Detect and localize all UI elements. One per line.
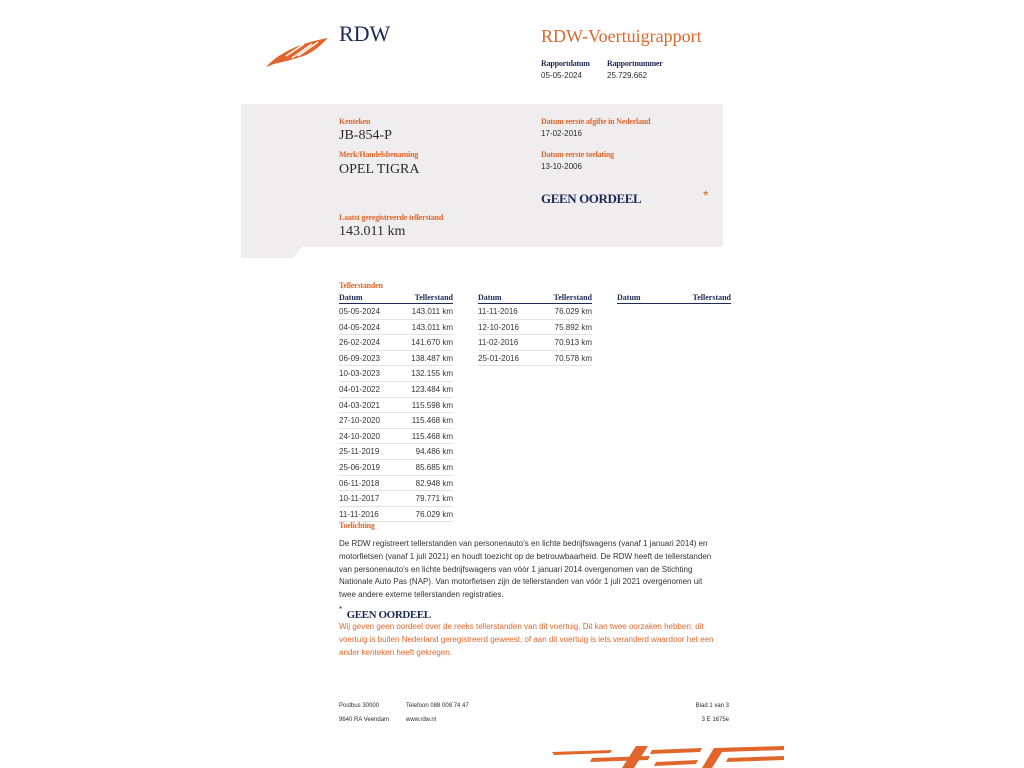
reading-date: 27-10-2020 — [339, 416, 380, 426]
footer-city: 9640 RA Veendam — [339, 717, 390, 723]
reading-value: 70.578 km — [554, 353, 592, 363]
table-body — [478, 304, 592, 366]
report-date-label: Rapportdatum — [541, 59, 590, 68]
table-header — [617, 292, 731, 304]
verdict-explanation — [339, 621, 729, 659]
table-row — [478, 320, 592, 336]
reading-date: 25-06-2019 — [339, 462, 380, 472]
col-date-header: Datum — [478, 293, 502, 302]
reading-date: 11-02-2016 — [478, 338, 519, 348]
table-row — [339, 429, 453, 445]
reading-value: 132.155 km — [411, 369, 453, 379]
plate-label: Kenteken — [339, 117, 371, 126]
table-row — [339, 351, 453, 367]
text-line: voertuig is buiten Nederland geregistreerd geweest, of aan dit voertuig is iets veranderd waardoor het een — [339, 634, 714, 644]
table-row — [339, 320, 453, 336]
first-nl-value: 17-02-2016 — [541, 129, 582, 138]
verdict-heading-asterisk: * — [339, 605, 343, 614]
reading-value: 115.468 km — [411, 416, 453, 426]
explanation-title: Toelichting — [339, 521, 375, 530]
reading-value: 76.029 km — [415, 509, 453, 519]
table-row — [339, 382, 453, 398]
text-line: Wij geven geen oordeel over de reeks tellerstanden van dit voertuig. Dit kan twee oorzaken hebben: dit — [339, 622, 704, 631]
table-row — [478, 351, 592, 367]
table-row — [339, 460, 453, 476]
reading-date: 04-03-2021 — [339, 400, 380, 410]
reading-value: 94.486 km — [415, 447, 453, 457]
text-line: motorfietsen (vanaf 1 juli 2021) en houdt toezicht op de betrouwbaarheid. De RDW heeft de tellerstanden — [339, 551, 712, 561]
reading-date: 06-09-2023 — [339, 353, 380, 363]
col-reading-header: Tellerstand — [553, 293, 592, 302]
table-row — [339, 491, 453, 507]
reading-value: 79.771 km — [415, 494, 453, 504]
table-row — [339, 507, 453, 523]
footer-page: Blad 1 van 3 — [695, 703, 729, 709]
verdict-label: GEEN OORDEEL — [541, 191, 642, 206]
table-header — [339, 292, 453, 304]
reading-value: 115.598 km — [411, 400, 453, 410]
report-number: 25.729.662 — [607, 71, 648, 80]
reading-value: 85.685 km — [415, 462, 453, 472]
reading-value: 76.029 km — [554, 307, 592, 316]
table-row — [478, 335, 592, 351]
reading-date: 06-11-2018 — [339, 478, 380, 488]
reading-date: 04-01-2022 — [339, 384, 380, 394]
reading-date: 10-11-2017 — [339, 494, 380, 504]
verdict-heading-text: GEEN OORDEEL — [346, 609, 431, 621]
reading-value: 115.468 km — [411, 431, 453, 441]
logo-text: RDW — [339, 21, 391, 46]
table-row — [339, 304, 453, 320]
text-line: De RDW registreert tellerstanden van personenauto’s en lichte bedrijfswagens (vanaf 1 januari 2014) en — [339, 539, 708, 548]
table-row — [339, 413, 453, 429]
readings-title: Tellerstanden — [339, 281, 383, 290]
reading-value: 143.011 km — [411, 307, 453, 316]
reading-value: 141.670 km — [411, 338, 453, 348]
reading-value: 70.913 km — [554, 338, 592, 348]
table-row — [339, 335, 453, 351]
first-nl-label: Datum eerste afgifte in Nederland — [541, 117, 651, 126]
rdw-logo-icon — [264, 34, 332, 70]
reading-date: 04-05-2024 — [339, 322, 380, 332]
reading-date: 11-11-2016 — [478, 307, 518, 316]
reading-date: 24-10-2020 — [339, 431, 380, 441]
footer-postbus: Postbus 30000 — [339, 703, 380, 709]
plate-value: JB-854-P — [339, 128, 392, 143]
first-admission-value: 13-10-2006 — [541, 162, 582, 171]
col-date-header: Datum — [339, 293, 363, 302]
reading-value: 138.487 km — [411, 353, 453, 363]
text-line: van personenauto’s en lichte bedrijfswagens van vóór 1 januari 2014 overgenomen van de Stichting — [339, 564, 693, 574]
col-date-header: Datum — [617, 293, 641, 302]
report-date: 05-05-2024 — [541, 71, 582, 80]
table-row — [339, 398, 453, 414]
table-body — [339, 304, 453, 522]
vehicle-panel — [241, 104, 723, 247]
reading-value: 123.484 km — [411, 384, 453, 394]
readings-table-3 — [617, 292, 731, 304]
panel-tab — [241, 246, 303, 258]
reading-date: 11-11-2016 — [339, 509, 379, 519]
text-line: twee andere externe tellerstanden registraties. — [339, 590, 504, 600]
table-row — [478, 304, 592, 320]
verdict-asterisk: * — [703, 187, 709, 203]
reading-date: 25-01-2016 — [478, 353, 519, 363]
footer-stripes-graphic — [552, 744, 784, 768]
footer-phone: Telefoon 088 008 74 47 — [406, 703, 469, 709]
report-number-label: Rapportnummer — [607, 59, 663, 68]
reading-value: 75.892 km — [554, 322, 592, 332]
table-header — [478, 292, 592, 304]
col-reading-header: Tellerstand — [692, 293, 731, 302]
reading-value: 82.948 km — [415, 478, 453, 488]
footer-web[interactable]: www.rdw.nl — [406, 717, 437, 723]
table-row — [339, 476, 453, 492]
odometer-label: Laatst geregistreerde tellerstand — [339, 213, 444, 222]
reading-date: 05-05-2024 — [339, 307, 380, 316]
readings-table-1 — [339, 292, 453, 522]
text-line: Nationale Auto Pas (NAP). Van motorfietsen zijn de tellerstanden van vóór 1 juli 2021 overgenomen uit — [339, 577, 703, 587]
explanation-text — [339, 538, 729, 602]
reading-date: 12-10-2016 — [478, 322, 519, 332]
footer-code: 3 E 1675e — [701, 717, 729, 723]
odometer-value: 143.011 km — [339, 224, 406, 239]
reading-date: 25-11-2019 — [339, 447, 380, 457]
reading-date: 10-03-2023 — [339, 369, 380, 379]
col-reading-header: Tellerstand — [414, 293, 453, 302]
reading-value: 143.011 km — [411, 322, 453, 332]
report-title: RDW-Voertuigrapport — [541, 26, 702, 46]
make-value: OPEL TIGRA — [339, 162, 420, 177]
table-row — [339, 366, 453, 382]
reading-date: 26-02-2024 — [339, 338, 380, 348]
text-line: ander kenteken heeft gekregen. — [339, 647, 452, 657]
first-admission-label: Datum eerste toelating — [541, 150, 614, 159]
make-label: Merk/Handelsbenaming — [339, 150, 419, 159]
readings-table-2 — [478, 292, 592, 366]
table-row — [339, 444, 453, 460]
